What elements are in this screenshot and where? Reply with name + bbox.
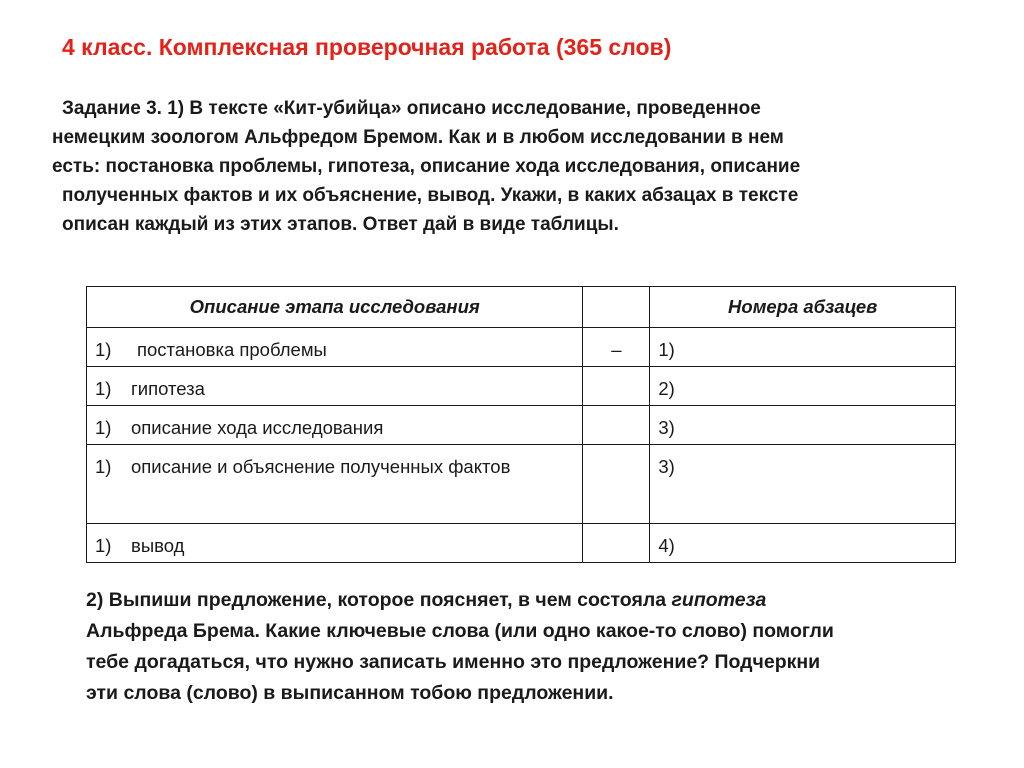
dash-cell [583, 445, 650, 524]
paragraph-number: 3) [658, 456, 675, 477]
stage-number: 1) [95, 339, 112, 360]
task-line: полученных фактов и их объяснение, вывод. Укажи, в каких абзацах в тексте [62, 185, 799, 206]
table-header-row [87, 287, 956, 328]
dash-cell [583, 406, 650, 445]
stage-number: 1) [95, 417, 112, 438]
table-row [87, 367, 956, 406]
table-row [87, 524, 956, 563]
paragraph-number: 4) [658, 535, 675, 556]
stage-cell [87, 445, 583, 524]
paragraph-number: 3) [658, 417, 675, 438]
dash-cell [583, 328, 650, 367]
stage-cell [87, 328, 583, 367]
stage-cell [87, 367, 583, 406]
task-line: Задание 3. 1) В тексте «Кит-убийца» описано исследование, проведенное [62, 98, 761, 119]
header-paragraphs: Номера абзацев [650, 287, 956, 328]
stage-number: 1) [95, 378, 112, 399]
dash-cell [583, 524, 650, 563]
page-title: 4 класс. Комплексная проверочная работа (365 слов) [62, 34, 672, 60]
table-row [87, 445, 956, 524]
task-line: описан каждый из этих этапов. Ответ дай в виде таблицы. [62, 214, 619, 235]
paragraph-number: 1) [658, 339, 675, 360]
stage-number: 1) [95, 456, 112, 477]
stage-text: постановка проблемы [137, 339, 327, 360]
stage-text: описание хода исследования [131, 417, 384, 438]
table-row [87, 406, 956, 445]
stage-cell [87, 406, 583, 445]
header-empty [583, 287, 650, 328]
answer-cell [650, 367, 956, 406]
table-row [87, 328, 956, 367]
answer-cell [650, 445, 956, 524]
dash-mark [583, 406, 649, 414]
question-line: Альфреда Брема. Какие ключевые слова (или одно какое-то слово) помогли [86, 620, 834, 642]
stage-text: описание и объяснение полученных фактов [131, 456, 511, 477]
dash-cell [583, 367, 650, 406]
stage-text: гипотеза [131, 378, 205, 399]
dash-mark: – [611, 339, 622, 360]
hypothesis-term: гипотеза [671, 589, 767, 611]
stage-text: вывод [131, 535, 185, 556]
answer-cell [650, 524, 956, 563]
stage-number: 1) [95, 535, 112, 556]
task-3-text [52, 94, 992, 239]
research-stages-table [86, 286, 956, 563]
task-line: немецким зоологом Альфредом Бремом. Как и в любом исследовании в нем [52, 127, 784, 148]
paragraph-number: 2) [658, 378, 675, 399]
question-line [86, 585, 976, 616]
dash-mark [583, 367, 649, 375]
question-line-text: 2) Выпиши предложение, которое поясняет, в чем состояла [86, 589, 672, 611]
answer-cell [650, 328, 956, 367]
dash-mark [583, 445, 649, 453]
dash-mark [583, 524, 649, 532]
answer-cell [650, 406, 956, 445]
question-line: тебе догадаться, что нужно записать именно это предложение? Подчеркни [86, 651, 821, 673]
task-line: есть: постановка проблемы, гипотеза, описание хода исследования, описание [52, 156, 801, 177]
stage-cell [87, 524, 583, 563]
header-description: Описание этапа исследования [87, 287, 583, 328]
question-2-text [86, 585, 976, 709]
question-line: эти слова (слово) в выписанном тобою предложении. [86, 682, 614, 704]
